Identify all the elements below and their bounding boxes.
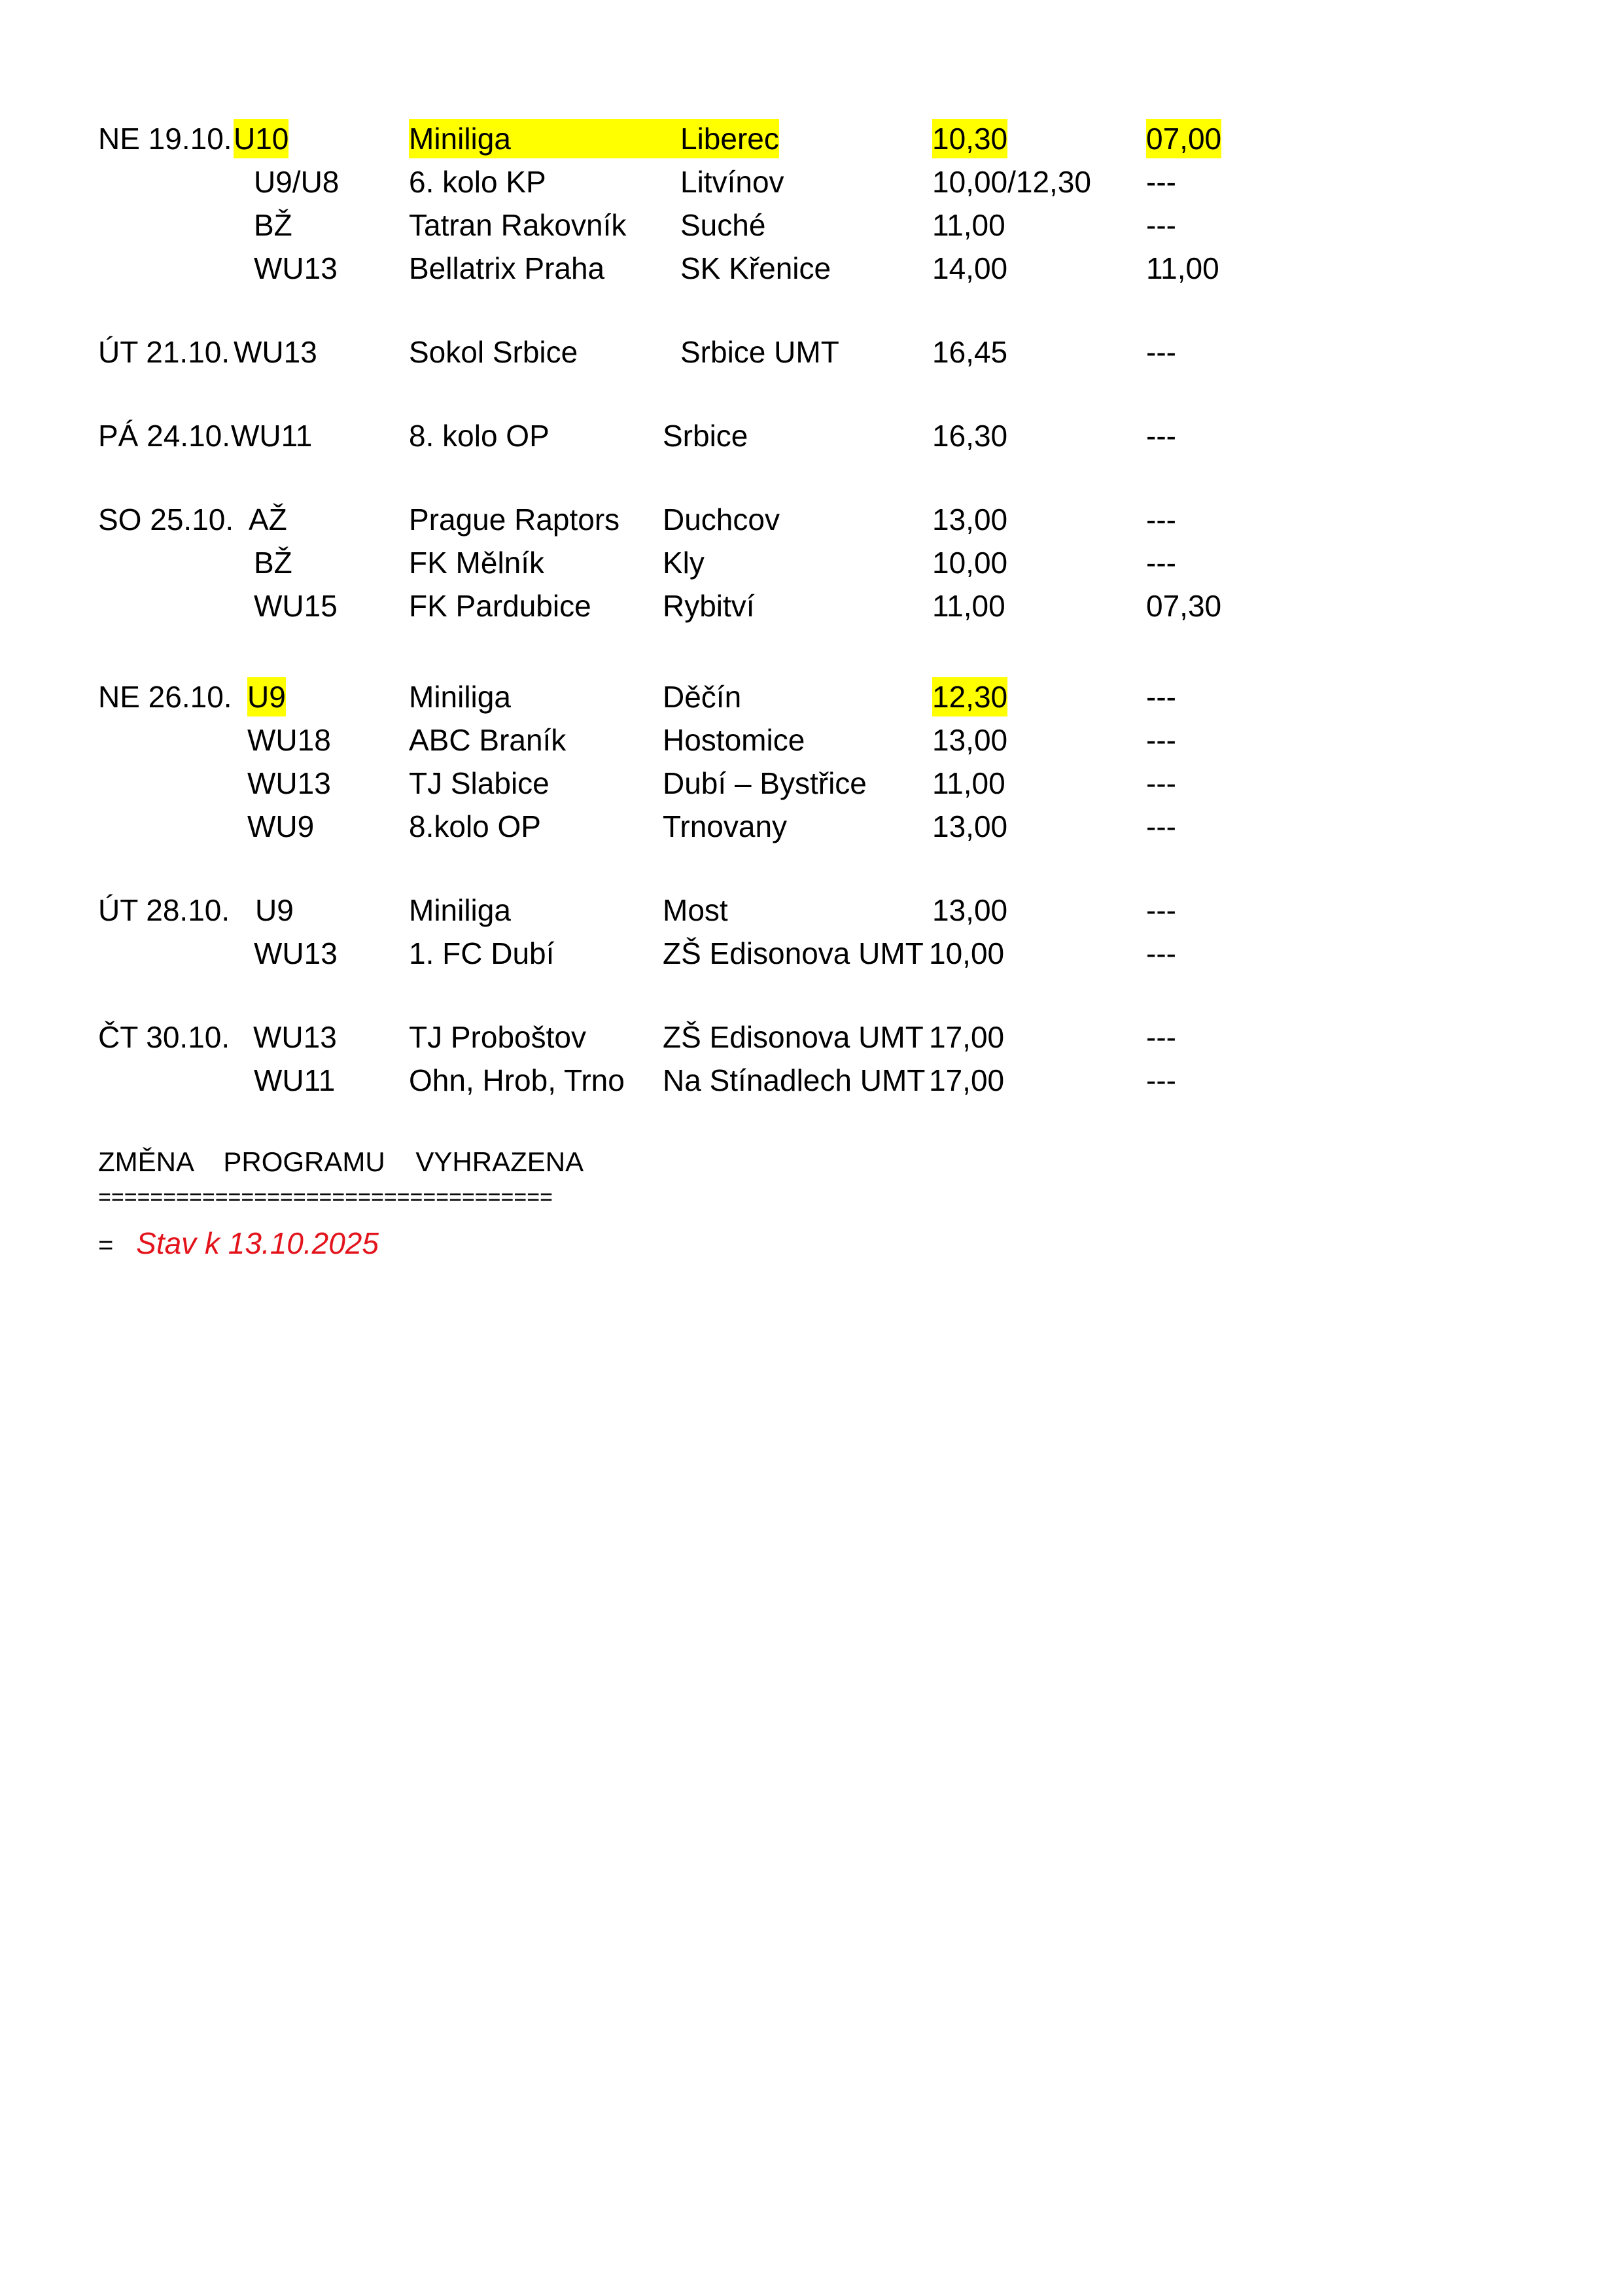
opponent-label: FK Pardubice [409,589,591,623]
meet-time-label: 07,30 [1146,589,1222,623]
team-label: U9 [255,893,294,927]
opponent-label: Miniliga [409,893,511,927]
time-label: 13,00 [932,809,1008,843]
time-label: 10,00 [932,546,1008,580]
team-label: WU18 [247,723,331,757]
schedule-row [0,720,1623,760]
date-label: NE 19.10. [98,122,232,156]
opponent-label: ABC Braník [409,723,567,757]
opponent-label: 6. kolo KP [409,165,546,199]
team-label: AŽ [249,503,287,537]
time-label: 13,00 [932,503,1008,537]
opponent-label: Bellatrix Praha [409,251,605,285]
date-label: SO 25.10. [98,503,234,537]
date-label: ÚT 21.10. [98,335,230,369]
place-label: ZŠ Edisonova UMT [663,1020,924,1054]
team-label: WU13 [234,335,317,369]
meet-time-label: --- [1146,419,1176,453]
opponent-label: Prague Raptors [409,503,620,537]
time-label: 11,00 [932,208,1005,242]
time-label: 13,00 [932,723,1008,757]
place-label: Litvínov [680,165,784,199]
place-label: Trnovany [663,809,788,843]
place-label: Kly [663,546,705,580]
opponent-label: Ohn, Hrob, Trno [409,1063,625,1097]
place-label: ZŠ Edisonova UMT [663,936,924,970]
meet-time-label: --- [1146,335,1176,369]
place-label: Liberec [680,119,779,158]
meet-time-label: --- [1146,766,1176,800]
date-label: ČT 30.10. [98,1020,230,1054]
schedule-row [0,500,1623,539]
meet-time-label: --- [1146,503,1176,537]
date-label: ÚT 28.10. [98,893,230,927]
schedule-row [0,416,1623,455]
meet-time-label: --- [1146,723,1176,757]
place-label: Duchcov [663,503,780,537]
meet-time-label: --- [1146,936,1176,970]
time-label: 11,00 [932,589,1005,623]
opponent-label: Miniliga [409,680,511,714]
date-label: NE 26.10. [98,680,232,714]
opponent-label: TJ Slabice [409,766,550,800]
team-label: WU13 [254,251,338,285]
status-prefix: = [98,1231,114,1260]
schedule-row [0,162,1623,202]
schedule-row [0,934,1623,973]
time-label: 17,00 [929,1020,1005,1054]
schedule-row [0,1017,1623,1057]
team-label: WU9 [247,809,315,843]
separator-line: =================================== [98,1185,553,1210]
time-label: 12,30 [932,677,1007,716]
meet-time-label: --- [1146,1063,1176,1097]
program-change-notice: ZMĚNA PROGRAMU VYHRAZENA [98,1146,584,1177]
meet-time-label: 11,00 [1146,251,1219,285]
opponent-label: Sokol Srbice [409,335,578,369]
place-label: Suché [680,208,766,242]
place-label: Most [663,893,728,927]
team-label: WU11 [231,419,313,453]
place-label: Srbice [663,419,748,453]
schedule-row [0,891,1623,930]
meet-time-label: --- [1146,680,1176,714]
opponent-label: 8. kolo OP [409,419,550,453]
time-label: 11,00 [932,766,1005,800]
status-line [98,1224,379,1263]
team-label: WU13 [247,766,331,800]
schedule-row [0,332,1623,372]
opponent-label: Tatran Rakovník [409,208,627,242]
place-label: Dubí – Bystřice [663,766,867,800]
status-date: Stav k 13.10.2025 [136,1226,379,1260]
schedule-row [0,586,1623,626]
meet-time-label: 07,00 [1146,119,1221,158]
schedule-row [0,807,1623,846]
opponent-label: Miniliga [409,119,680,158]
schedule-row [0,1061,1623,1100]
time-label: 13,00 [932,893,1008,927]
place-label: Děčín [663,680,742,714]
meet-time-label: --- [1146,165,1176,199]
team-label: BŽ [254,208,292,242]
opponent-label: TJ Proboštov [409,1020,586,1054]
team-label: WU13 [253,1020,337,1054]
team-label: BŽ [254,546,292,580]
place-label: Rybitví [663,589,755,623]
time-label: 10,00/12,30 [932,165,1092,199]
opponent-label: 1. FC Dubí [409,936,555,970]
opponent-label: 8.kolo OP [409,809,541,843]
team-label: WU11 [254,1063,336,1097]
date-label: PÁ 24.10. [98,419,231,453]
team-label: WU13 [254,936,338,970]
place-label: Srbice UMT [680,335,839,369]
meet-time-label: --- [1146,809,1176,843]
opponent-label: FK Mělník [409,546,545,580]
place-label: Hostomice [663,723,805,757]
schedule-row [0,764,1623,803]
time-label: 16,45 [932,335,1008,369]
team-label: WU15 [254,589,338,623]
place-label: SK Křenice [680,251,831,285]
team-label: U9 [247,677,286,716]
schedule-row [0,119,1623,158]
meet-time-label: --- [1146,546,1176,580]
meet-time-label: --- [1146,1020,1176,1054]
schedule-row [0,205,1623,245]
team-label: U9/U8 [254,165,340,199]
schedule-row [0,249,1623,288]
time-label: 16,30 [932,419,1008,453]
meet-time-label: --- [1146,893,1176,927]
time-label: 17,00 [929,1063,1005,1097]
schedule-row [0,543,1623,582]
meet-time-label: --- [1146,208,1176,242]
team-label: U10 [234,119,288,158]
place-label: Na Stínadlech UMT [663,1063,926,1097]
schedule-row [0,677,1623,716]
time-label: 10,30 [932,119,1007,158]
time-label: 10,00 [929,936,1005,970]
time-label: 14,00 [932,251,1008,285]
